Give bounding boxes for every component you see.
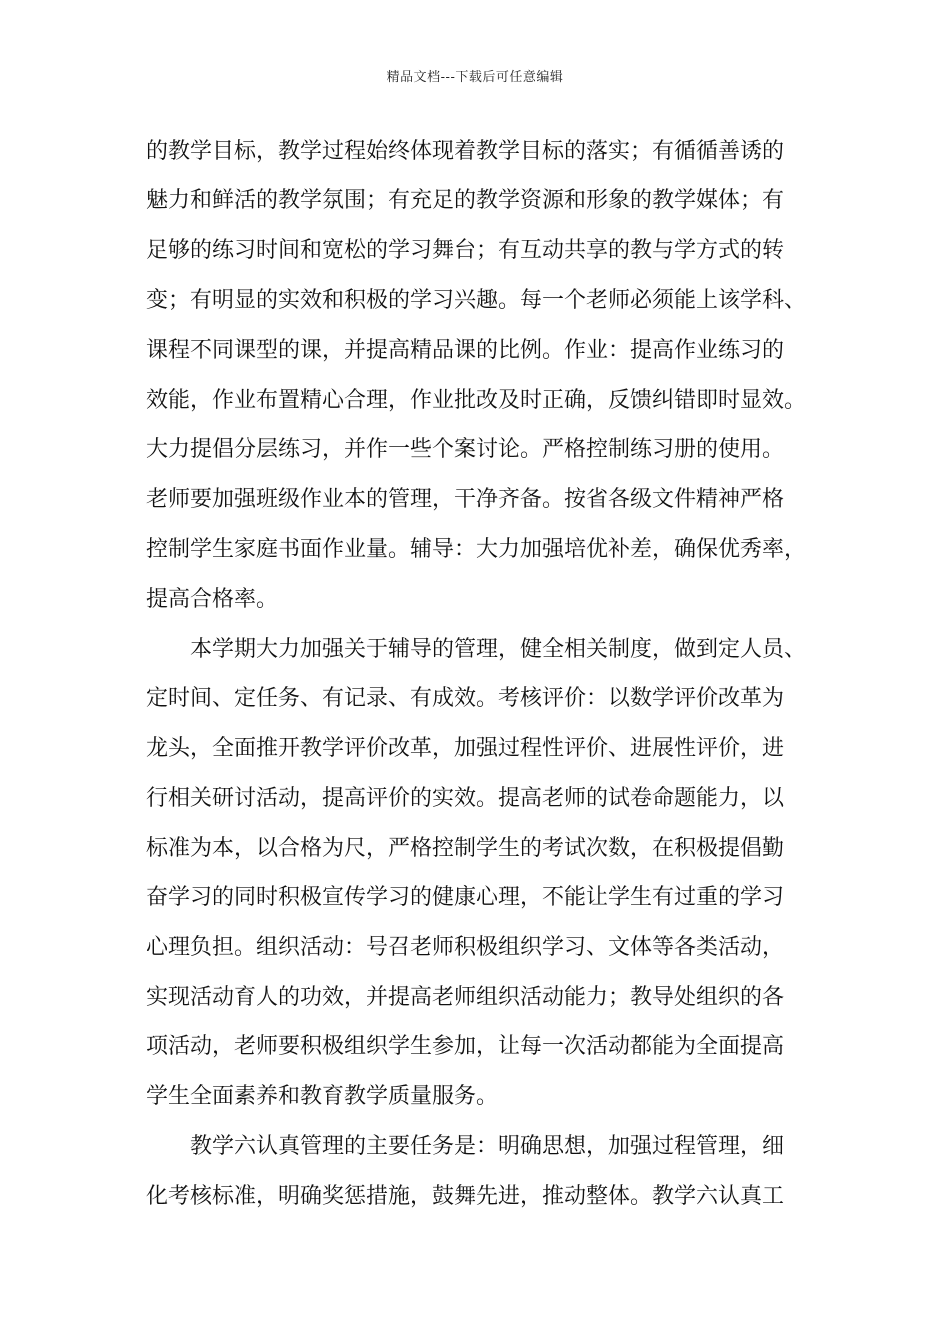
body-line-7: 大力提倡分层练习，并作一些个案讨论。严格控制练习册的使用。	[146, 437, 785, 462]
body-line-18: 实现活动育人的功效，并提高老师组织活动能力；教导处组织的各	[146, 985, 785, 1010]
body-line-5: 课程不同课型的课，并提高精品课的比例。作业：提高作业练习的	[146, 338, 785, 363]
body-line-19: 项活动，老师要积极组织学生参加，让每一次活动都能为全面提高	[146, 1034, 785, 1059]
body-line-12: 定时间、定任务、有记录、有成效。考核评价：以数学评价改革为	[146, 686, 785, 711]
body-line-2: 魅力和鲜活的教学氛围；有充足的教学资源和形象的教学媒体；有	[146, 188, 785, 213]
body-line-15: 标准为本，以合格为尺，严格控制学生的考试次数，在积极提倡勤	[146, 836, 785, 861]
body-line-17: 心理负担。组织活动：号召老师积极组织学习、文体等各类活动，	[146, 935, 785, 960]
page-header: 精品文档---下载后可任意编辑	[386, 70, 564, 85]
body-line-14: 行相关研讨活动，提高评价的实效。提高老师的试卷命题能力，以	[146, 786, 785, 811]
body-line-8: 老师要加强班级作业本的管理，干净齐备。按省各级文件精神严格	[146, 487, 785, 512]
body-line-13: 龙头，全面推开教学评价改革，加强过程性评价、进展性评价，进	[146, 736, 785, 761]
body-line-10: 提高合格率。	[146, 587, 279, 612]
body-line-21: 教学六认真管理的主要任务是：明确思想，加强过程管理，细	[190, 1134, 785, 1159]
body-line-20: 学生全面素养和教育教学质量服务。	[146, 1084, 499, 1109]
body-line-3: 足够的练习时间和宽松的学习舞台；有互动共享的教与学方式的转	[146, 238, 785, 263]
body-line-6: 效能，作业布置精心合理，作业批改及时正确，反馈纠错即时显效。	[146, 388, 807, 413]
body-line-4: 变；有明显的实效和积极的学习兴趣。每一个老师必须能上该学科、	[146, 288, 807, 313]
body-line-1: 的教学目标，教学过程始终体现着教学目标的落实；有循循善诱的	[146, 139, 785, 164]
body-line-9: 控制学生家庭书面作业量。辅导：大力加强培优补差，确保优秀率，	[146, 537, 807, 562]
body-line-16: 奋学习的同时积极宣传学习的健康心理，不能让学生有过重的学习	[146, 885, 785, 910]
body-line-22: 化考核标准，明确奖惩措施，鼓舞先进，推动整体。教学六认真工	[146, 1184, 785, 1209]
body-line-11: 本学期大力加强关于辅导的管理，健全相关制度，做到定人员、	[190, 637, 807, 662]
